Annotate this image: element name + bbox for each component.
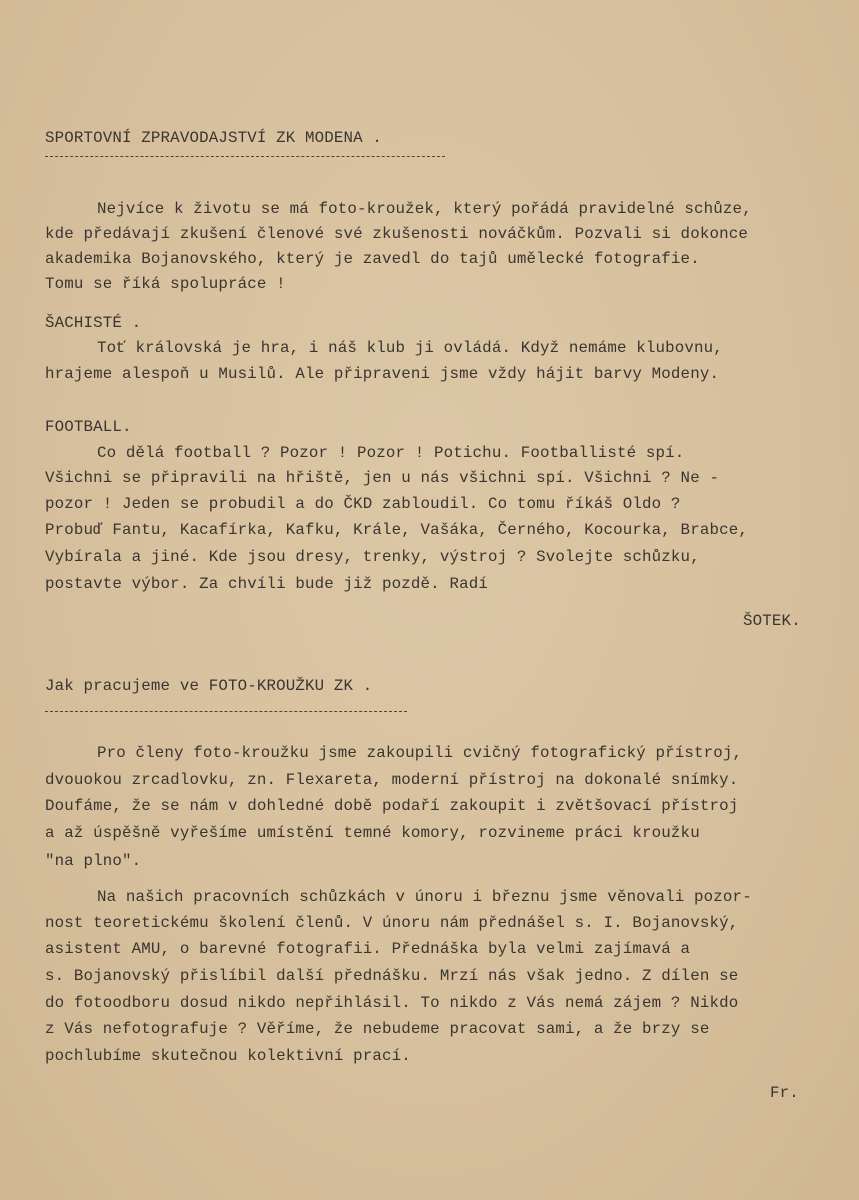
paragraph-line: a až úspěšně vyřešíme umístění temné komory, rozvineme práci kroužku [45,824,700,842]
paragraph-line: hrajeme alespoň u Musilů. Ale připraveni jsme vždy hájit barvy Modeny. [45,365,720,383]
paragraph-line: kde předávají zkušení členové své zkušenosti nováčkům. Pozvali si dokonce [45,225,748,243]
section-heading-photo: Jak pracujeme ve FOTO-KROUŽKU ZK . [45,677,373,695]
subheading-football: FOOTBALL. [45,418,132,436]
paragraph-line: z Vás nefotografuje ? Věříme, že nebudeme pracovat sami, a že brzy se [45,1020,710,1038]
paragraph-line: postavte výbor. Za chvíli bude již pozdě. Radí [45,575,488,593]
paragraph-line: Co dělá football ? Pozor ! Pozor ! Potichu. Footballisté spí. [97,444,685,462]
paragraph-line: akademika Bojanovského, který je zavedl do tajů umělecké fotografie. [45,250,700,268]
paragraph-line: pozor ! Jeden se probudil a do ČKD zabloudil. Co tomu říkáš Oldo ? [45,495,681,513]
paragraph-line: Pro členy foto-kroužku jsme zakoupili cvičný fotografický přístroj, [97,744,743,762]
paragraph-line: Všichni se připravili na hřiště, jen u nás všichni spí. Všichni ? Ne - [45,469,720,487]
paragraph-line: Tomu se říká spolupráce ! [45,275,286,293]
paragraph-line: Toť královská je hra, i náš klub ji ovládá. Když nemáme klubovnu, [97,339,723,357]
paragraph-line: asistent AMU, o barevné fotografii. Přednáška byla velmi zajímavá a [45,940,691,958]
subheading-chess: ŠACHISTÉ . [45,314,142,332]
paragraph-line: Na našich pracovních schůzkách v únoru i březnu jsme věnovali pozor- [97,888,752,906]
paragraph-line: Vybírala a jiné. Kde jsou dresy, trenky, výstroj ? Svolejte schůzku, [45,548,700,566]
paragraph-line: nost teoretickému školení členů. V únoru nám přednášel s. I. Bojanovský, [45,914,739,932]
paragraph-line: Doufáme, že se nám v dohledné době podaří zakoupit i zvětšovací přístroj [45,797,739,815]
paragraph-line: s. Bojanovský přislíbil další přednášku. Mrzí nás však jedno. Z dílen se [45,967,739,985]
paragraph-line: Probuď Fantu, Kacafírka, Kafku, Krále, Vašáka, Černého, Kocourka, Brabce, [45,521,748,539]
section-heading-sports: SPORTOVNÍ ZPRAVODAJSTVÍ ZK MODENA . [45,129,383,147]
signature-fr: Fr. [770,1084,799,1102]
paragraph-line: do fotoodboru dosud nikdo nepřihlásil. To nikdo z Vás nemá zájem ? Nikdo [45,994,739,1012]
paragraph-line: "na plno". [45,852,142,870]
signature-sotek: ŠOTEK. [743,612,801,630]
paragraph-line: Nejvíce k životu se má foto-kroužek, který pořádá pravidelné schůze, [97,200,752,218]
paragraph-line: pochlubíme skutečnou kolektivní prací. [45,1047,411,1065]
paragraph-line: dvouokou zrcadlovku, zn. Flexareta, moderní přístroj na dokonalé snímky. [45,771,739,789]
heading-underline [45,711,407,712]
heading-underline [45,156,445,157]
